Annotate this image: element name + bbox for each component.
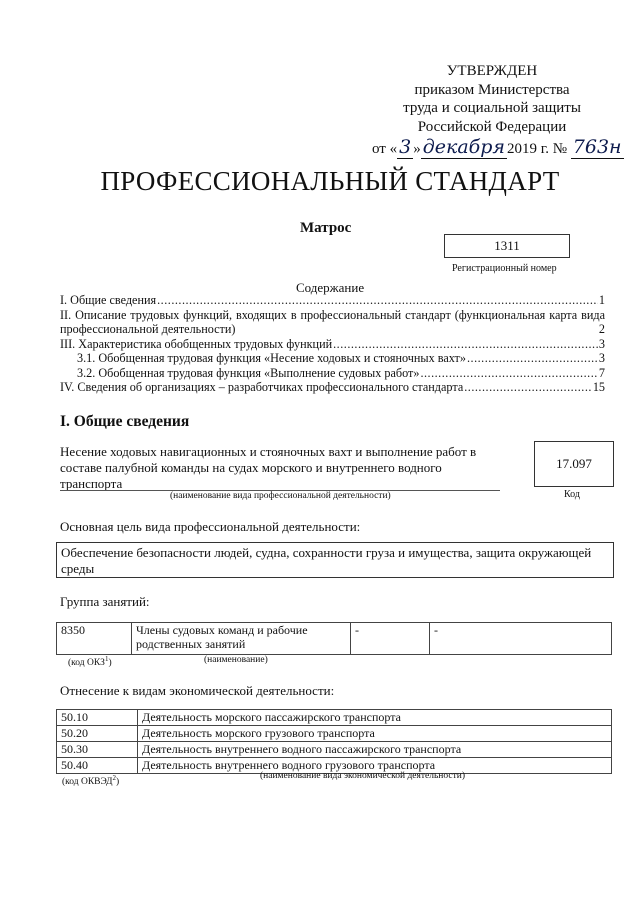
occupation-group-table <box>56 622 612 655</box>
okved-label: (код ОКВЭД$^2$) <box>62 774 120 788</box>
toc-item[interactable]: II. Описание трудовых функций, входящих в профессиональный стандарт (функциональная карта вида профессиональной деятельности) <box>60 307 605 336</box>
profession-name: Матрос <box>300 220 352 236</box>
economic-activity-table <box>56 709 612 774</box>
section-heading: I. Общие сведения <box>60 413 190 430</box>
activity-kind-label: (наименование вида профессиональной деятельности) <box>170 491 391 501</box>
okz-code-cell: 8350 <box>57 623 132 655</box>
okved-code-cell: 50.40 <box>57 758 138 774</box>
toc-item[interactable]: 3.2. Обобщенная трудовая функция «Выполнение судовых работ» ..... 7 <box>60 366 605 381</box>
order-month: декабря <box>422 136 506 158</box>
okved-code-cell: 50.10 <box>57 710 138 726</box>
okved-code-cell: 50.30 <box>57 742 138 758</box>
okz-name-cell-2: - <box>430 623 612 655</box>
approval-line: приказом Министерства <box>414 81 570 98</box>
toc-item[interactable]: 3.1. Обобщенная трудовая функция «Несение ходовых и стояночных вахт» ..... 3 <box>60 351 605 366</box>
order-date-line <box>372 136 624 159</box>
table-of-contents <box>60 293 605 395</box>
table-row <box>57 742 612 758</box>
table-row <box>57 710 612 726</box>
okz-code-cell-2: - <box>351 623 430 655</box>
order-mid: » <box>413 141 421 157</box>
occupation-name-label: (наименование) <box>204 655 268 665</box>
toc-title: Содержание <box>296 280 365 295</box>
okved-name-cell: Деятельность морского пассажирского транспорта <box>138 710 612 726</box>
occupation-group-label: Группа занятий: <box>60 594 150 609</box>
okz-label: (код ОКЗ$^1$) <box>68 655 112 669</box>
registration-number-label: Регистрационный номер <box>452 263 557 274</box>
toc-item[interactable]: III. Характеристика обобщенных трудовых функций ..... 3 <box>60 337 605 352</box>
table-row <box>57 623 612 655</box>
economic-activity-name-label: (наименование вида экономической деятельности) <box>260 771 465 781</box>
okz-name-cell: Члены судовых команд и рабочие родственных занятий <box>132 623 351 655</box>
order-prefix: от « <box>372 141 398 157</box>
activity-kind-text: Несение ходовых навигационных и стояночных вахт и выполнение работ в составе палубной команды на судах морского и внутреннего водного транспорта <box>60 444 477 491</box>
code-label: Код <box>564 489 580 500</box>
okved-name-cell: Деятельность внутреннего водного пассажирского транспорта <box>138 742 612 758</box>
goal-text: Обеспечение безопасности людей, судна, сохранности груза и имущества, защита окружающей среды <box>61 545 592 576</box>
toc-item[interactable]: I. Общие сведения ..... 1 <box>60 293 605 308</box>
order-number: 763н <box>572 136 622 158</box>
approval-line: Российской Федерации <box>417 118 567 135</box>
goal-label: Основная цель вида профессиональной деятельности: <box>60 519 361 534</box>
table-row <box>57 726 612 742</box>
okved-code-cell: 50.20 <box>57 726 138 742</box>
toc-item-page: 2 <box>598 322 605 336</box>
okved-name-cell: Деятельность внутреннего водного грузового транспорта <box>138 758 612 774</box>
approval-block <box>372 62 612 136</box>
registration-number-box: 1311 <box>444 234 570 258</box>
toc-item[interactable]: IV. Сведения об организациях – разработчиках профессионального стандарта ..... 15 <box>60 380 605 395</box>
activity-code-box: 17.097 <box>534 441 614 487</box>
order-year: 2019 г. № <box>507 141 568 157</box>
economic-activity-label: Отнесение к видам экономической деятельности: <box>60 683 335 698</box>
order-day: 3 <box>399 136 412 158</box>
approval-line: труда и социальной защиты <box>403 100 581 116</box>
document-title: ПРОФЕССИОНАЛЬНЫЙ СТАНДАРТ <box>100 166 560 196</box>
okved-name-cell: Деятельность морского грузового транспорта <box>138 726 612 742</box>
approval-heading: УТВЕРЖДЕН <box>446 63 538 79</box>
